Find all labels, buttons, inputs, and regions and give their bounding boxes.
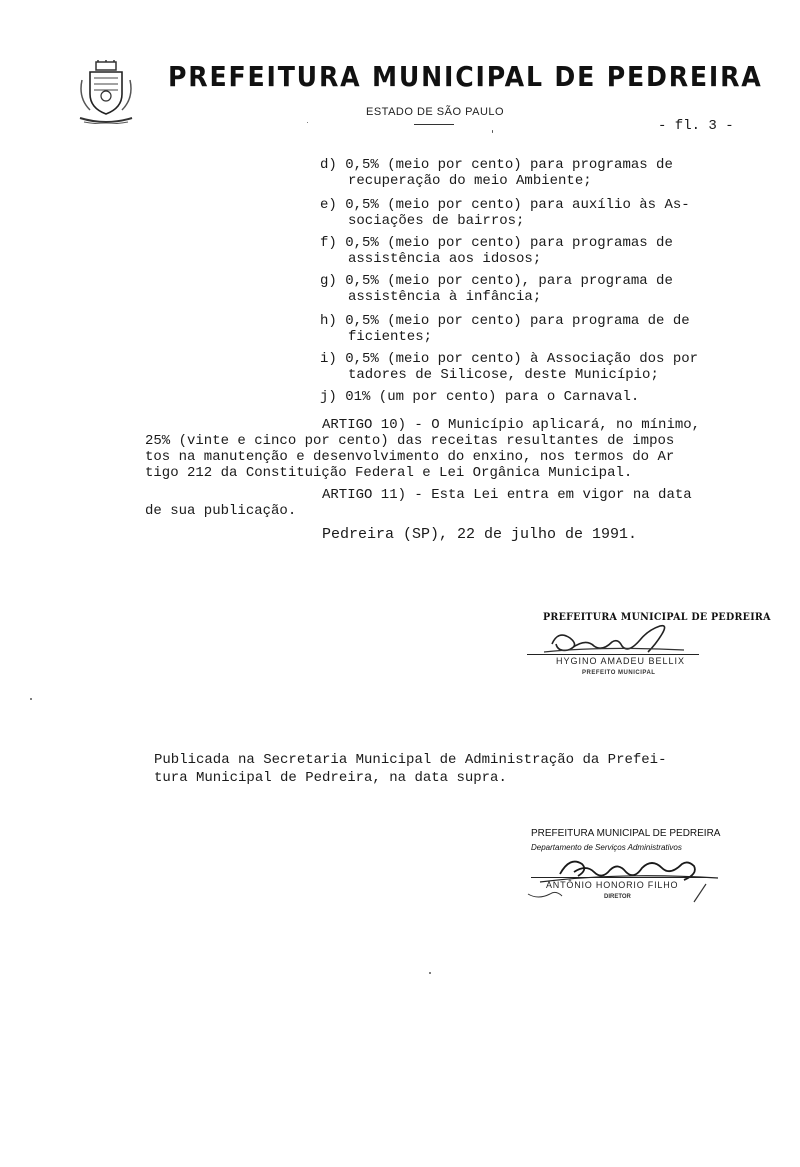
item-h-line-1: h) 0,5% (meio por cento) para programa de de — [320, 313, 690, 329]
item-h-line-2: ficientes; — [348, 329, 433, 345]
publication-line-1: Publicada na Secretaria Municipal de Administração da Prefei- — [154, 752, 667, 768]
date-line: Pedreira (SP), 22 de julho de 1991. — [322, 526, 638, 543]
signature-1-role: PREFEITO MUNICIPAL — [582, 670, 656, 676]
item-i-line-2: tadores de Silicose, deste Município; — [348, 367, 659, 383]
signature-2-stamp-header: PREFEITURA MUNICIPAL DE PEDREIRA — [531, 828, 721, 839]
letterhead-state: ESTADO DE SÃO PAULO — [366, 106, 505, 118]
item-j-line-1: j) 01% (um por cento) para o Carnaval. — [320, 389, 640, 405]
article-10-line-3: tos na manutenção e desenvolvimento do enxino, nos termos do Ar — [145, 449, 675, 465]
item-f-line-2: assistência aos idosos; — [348, 251, 542, 267]
signature-2-role: DIRETOR — [604, 894, 631, 900]
item-e-line-1: e) 0,5% (meio por cento) para auxílio às As- — [320, 197, 690, 213]
article-11-line-2: de sua publicação. — [145, 503, 297, 519]
signature-2-department: Departamento de Serviços Administrativos — [531, 843, 682, 852]
scan-speck — [307, 122, 308, 123]
scan-speck — [30, 698, 32, 700]
item-f-line-1: f) 0,5% (meio por cento) para programas de — [320, 235, 673, 251]
signature-2-rule — [531, 877, 711, 878]
item-g-line-2: assistência à infância; — [348, 289, 542, 305]
item-e-line-2: sociações de bairros; — [348, 213, 525, 229]
signature-1-name: HYGINO AMADEU BELLIX — [556, 656, 686, 666]
article-10-line-1: ARTIGO 10) - O Município aplicará, no mínimo, — [322, 417, 701, 433]
item-i-line-1: i) 0,5% (meio por cento) à Associação dos por — [320, 351, 699, 367]
signature-2-name: ANTÔNIO HONORIO FILHO — [546, 880, 679, 890]
state-underline — [414, 124, 454, 125]
item-d-line-2: recuperação do meio Ambiente; — [348, 173, 592, 189]
item-g-line-1: g) 0,5% (meio por cento), para programa de — [320, 273, 673, 289]
letterhead-title: PREFEITURA MUNICIPAL DE PEDREIRA — [168, 60, 763, 93]
scan-speck — [429, 972, 431, 974]
signature-1-rule — [527, 654, 699, 655]
article-11-line-1: ARTIGO 11) - Esta Lei entra em vigor na data — [322, 487, 692, 503]
publication-line-2: tura Municipal de Pedreira, na data supra. — [154, 770, 507, 786]
page-folio: - fl. 3 - — [658, 118, 734, 134]
article-10-line-4: tigo 212 da Constituição Federal e Lei Orgânica Municipal. — [145, 465, 633, 481]
signature-1-stamp-header: PREFEITURA MUNICIPAL DE PEDREIRA — [543, 612, 771, 623]
item-d-line-1: d) 0,5% (meio por cento) para programas de — [320, 157, 673, 173]
article-10-line-2: 25% (vinte e cinco por cento) das receitas resultantes de impos — [145, 433, 675, 449]
municipal-crest-icon — [78, 60, 134, 124]
scan-speck — [492, 130, 493, 133]
